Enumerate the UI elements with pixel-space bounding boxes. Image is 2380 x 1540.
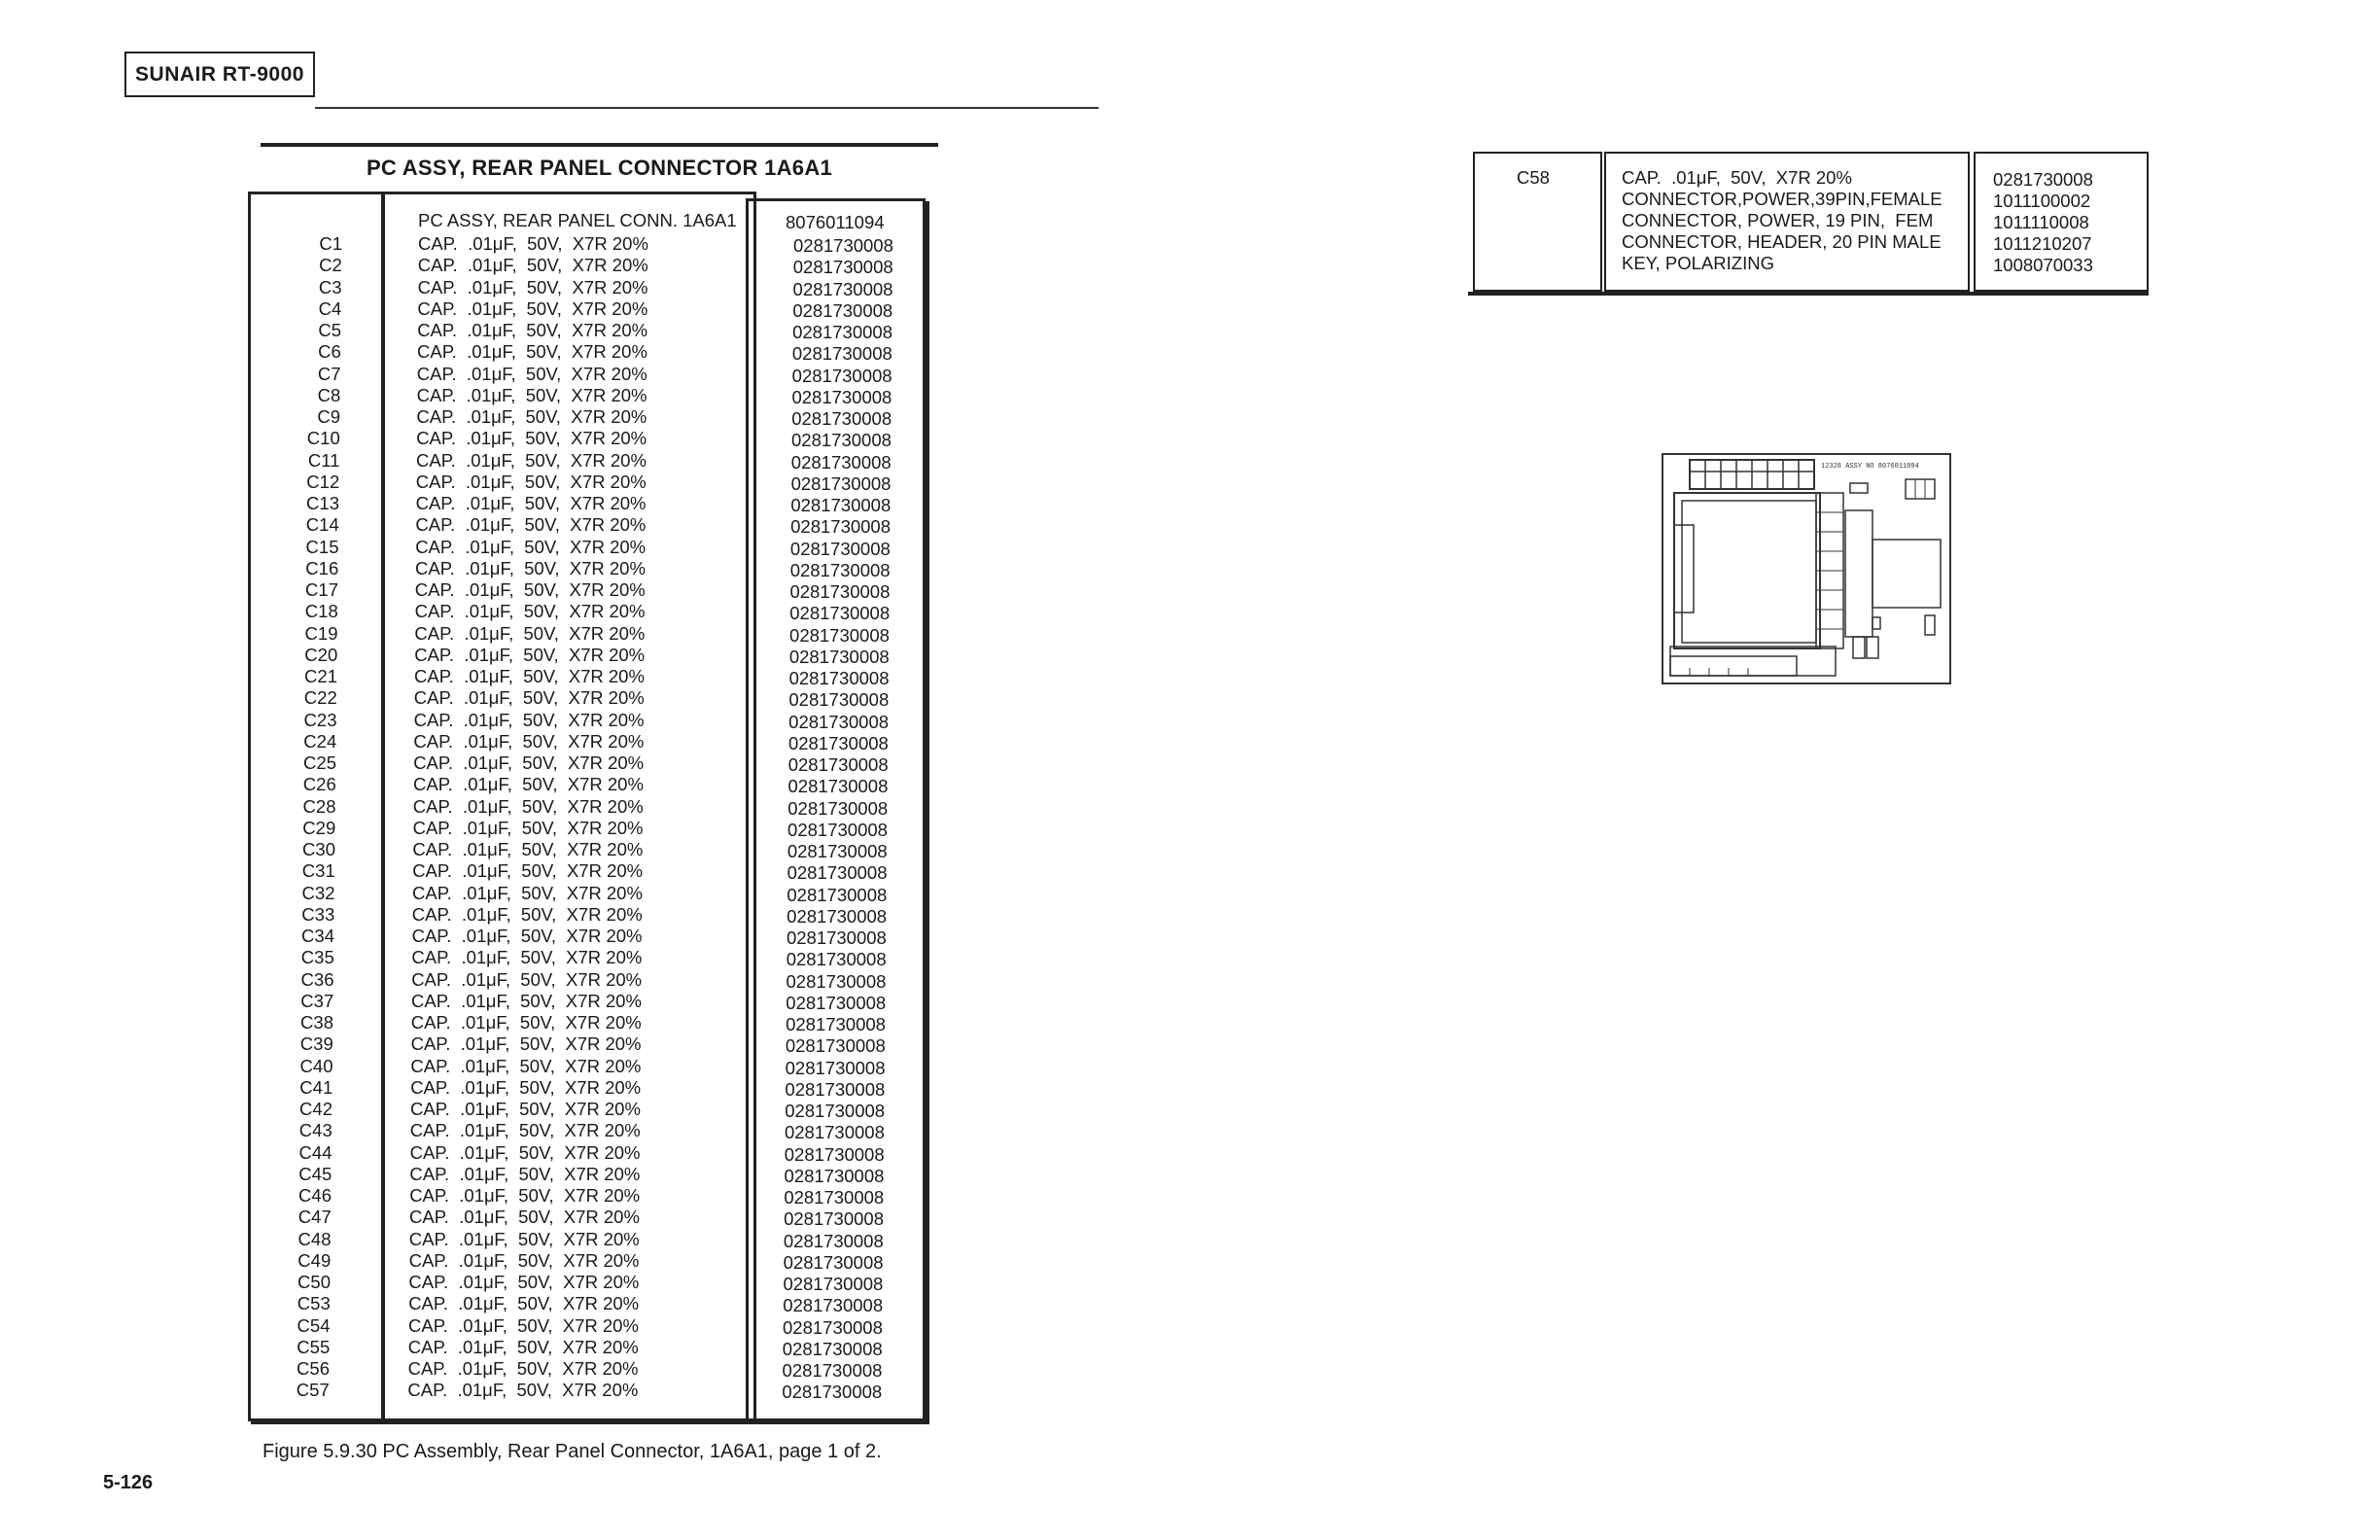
table-row-part-number: 0281730008 (787, 884, 888, 905)
table-row-part-number: 0281730008 (789, 581, 891, 602)
table-row-description: CAP. .01μF, 50V, X7R 20% (414, 666, 645, 686)
table-row-description: CAP. .01μF, 50V, X7R 20% (415, 471, 647, 492)
table-row-part-number: 0281730008 (790, 495, 892, 515)
table-row-part-number: 0281730008 (783, 1316, 883, 1338)
table-row-ref: C4 (318, 298, 342, 319)
table-row-part-number: 0281730008 (784, 1122, 885, 1143)
table-row-ref: C37 (300, 990, 334, 1011)
table-row-description: CAP. .01μF, 50V, X7R 20% (409, 1185, 641, 1206)
table-row-ref: C6 (318, 341, 341, 363)
table-row-description: CAP. .01μF, 50V, X7R 20% (416, 406, 648, 427)
table-row-ref: C18 (304, 601, 338, 622)
table-row-ref: C14 (305, 514, 339, 536)
table-row-description: CAP. .01μF, 50V, X7R 20% (414, 644, 646, 665)
table-row-description: CAP. .01μF, 50V, X7R 20% (416, 363, 648, 384)
table-row-part-number: 0281730008 (788, 711, 890, 732)
table-bottom-rule (251, 1419, 929, 1424)
table-row-ref: C12 (306, 471, 340, 492)
table-row-ref: C23 (303, 709, 337, 730)
table-row-ref: C2 (319, 255, 342, 276)
assembly-description: PC ASSY, REAR PANEL CONN. 1A6A1 (418, 210, 737, 230)
table-row-part-number: 0281730008 (791, 408, 892, 429)
figure-caption: Figure 5.9.30 PC Assembly, Rear Panel Connector, 1A6A1, page 1 of 2. (262, 1441, 882, 1462)
right-row-description: CONNECTOR, POWER, 19 PIN, FEM (1622, 210, 1934, 230)
table-row-description: CAP. .01μF, 50V, X7R 20% (412, 817, 644, 838)
table-row-description: CAP. .01μF, 50V, X7R 20% (415, 514, 647, 536)
table-row-description: CAP. .01μF, 50V, X7R 20% (417, 276, 648, 298)
right-reference: C58 (1517, 167, 1550, 188)
column-shadow (924, 201, 929, 1424)
table-row-part-number: 0281730008 (785, 1057, 886, 1078)
table-row-part-number: 0281730008 (787, 905, 888, 927)
table-row-part-number: 0281730008 (788, 776, 889, 797)
table-row-part-number: 0281730008 (787, 841, 888, 861)
table-row-description: CAP. .01μF, 50V, X7R 20% (416, 384, 648, 405)
table-row-description: CAP. .01μF, 50V, X7R 20% (408, 1293, 640, 1314)
table-row-description: CAP. .01μF, 50V, X7R 20% (417, 255, 648, 276)
table-row-ref: C29 (302, 817, 336, 838)
table-row-description: CAP. .01μF, 50V, X7R 20% (412, 882, 643, 903)
table-row-description: CAP. .01μF, 50V, X7R 20% (415, 536, 647, 557)
table-row-description: CAP. .01μF, 50V, X7R 20% (409, 1207, 640, 1228)
table-row-ref: C56 (297, 1358, 330, 1379)
table-row-ref: C39 (299, 1033, 333, 1055)
table-row-description: CAP. .01μF, 50V, X7R 20% (407, 1358, 639, 1379)
table-row-description: CAP. .01μF, 50V, X7R 20% (413, 687, 645, 709)
table-row-description: CAP. .01μF, 50V, X7R 20% (409, 1141, 641, 1163)
table-row-ref: C38 (300, 1012, 333, 1032)
table-row-description: CAP. .01μF, 50V, X7R 20% (408, 1314, 639, 1336)
table-row-description: CAP. .01μF, 50V, X7R 20% (410, 1099, 641, 1119)
table-row-description: CAP. .01μF, 50V, X7R 20% (411, 947, 643, 968)
table-row-ref: C55 (297, 1336, 331, 1357)
table-row-part-number: 0281730008 (786, 928, 887, 948)
table-row-ref: C11 (307, 449, 340, 471)
assembly-part-number: 8076011094 (786, 212, 885, 232)
table-row-part-number: 0281730008 (788, 668, 890, 688)
table-row-ref: C26 (302, 774, 336, 795)
table-row-ref: C47 (298, 1207, 332, 1228)
table-row-ref: C35 (300, 947, 334, 968)
table-row-part-number: 0281730008 (791, 386, 892, 407)
table-row-description: CAP. .01μF, 50V, X7R 20% (417, 341, 648, 363)
table-row-ref: C16 (305, 557, 339, 578)
header-title: SUNAIR RT-9000 (135, 62, 304, 86)
table-row-ref: C54 (297, 1314, 331, 1336)
table-row-ref: C25 (303, 752, 336, 773)
table-row-part-number: 0281730008 (788, 797, 889, 819)
table-row-part-number: 0281730008 (791, 365, 892, 386)
right-row-part-number: 1011100002 (1993, 191, 2091, 211)
board-silkscreen: 12328 ASSY NO 8076011094 (1821, 463, 1919, 471)
right-row-description: CONNECTOR,POWER,39PIN,FEMALE (1622, 189, 1942, 209)
table-row-part-number: 0281730008 (786, 970, 887, 992)
right-row-part-number: 1011110008 (1993, 212, 2089, 232)
table-row-description: CAP. .01μF, 50V, X7R 20% (418, 233, 648, 254)
table-row-ref: C9 (317, 406, 340, 427)
table-row-ref: C1 (319, 233, 342, 254)
table-row-description: CAP. .01μF, 50V, X7R 20% (414, 622, 646, 644)
table-row-part-number: 0281730008 (787, 862, 888, 884)
board-layout-diagram (1661, 452, 1952, 685)
table-row-ref: C22 (303, 687, 337, 709)
table-row-part-number: 0281730008 (784, 1187, 885, 1208)
table-row-part-number: 0281730008 (788, 819, 888, 840)
table-row-description: CAP. .01μF, 50V, X7R 20% (414, 601, 646, 622)
table-row-part-number: 0281730008 (788, 689, 890, 711)
right-table-bottom-rule (1468, 292, 2149, 296)
table-row-ref: C45 (298, 1163, 332, 1184)
table-row-ref: C53 (297, 1293, 331, 1314)
table-row-description: CAP. .01μF, 50V, X7R 20% (413, 730, 645, 752)
right-row-part-number: 1011210207 (1993, 233, 2092, 254)
table-row-description: CAP. .01μF, 50V, X7R 20% (408, 1228, 640, 1249)
table-row-description: CAP. .01μF, 50V, X7R 20% (411, 990, 642, 1011)
table-row-part-number: 0281730008 (790, 472, 892, 494)
table-row-ref: C43 (298, 1120, 332, 1141)
table-row-part-number: 0281730008 (790, 516, 892, 538)
table-row-description: CAP. .01μF, 50V, X7R 20% (411, 903, 643, 925)
page-number: 5-126 (103, 1472, 154, 1493)
right-row-description: CAP. .01μF, 50V, X7R 20% (1622, 167, 1852, 188)
table-row-part-number: 0281730008 (788, 754, 889, 775)
table-row-description: CAP. .01μF, 50V, X7R 20% (410, 1012, 642, 1032)
table-row-part-number: 0281730008 (789, 538, 891, 559)
table-row-ref: C57 (296, 1380, 330, 1401)
table-row-ref: C44 (298, 1141, 332, 1163)
table-row-ref: C3 (318, 276, 342, 298)
right-row-description: CONNECTOR, HEADER, 20 PIN MALE (1622, 231, 1942, 252)
table-row-description: CAP. .01μF, 50V, X7R 20% (414, 579, 646, 600)
table-row-part-number: 0281730008 (789, 624, 890, 646)
right-row-description: KEY, POLARIZING (1622, 253, 1774, 273)
table-top-rule (261, 143, 938, 147)
table-row-part-number: 0281730008 (788, 646, 890, 667)
table-row-part-number: 0281730008 (789, 559, 891, 580)
table-row-description: CAP. .01μF, 50V, X7R 20% (413, 709, 645, 730)
table-row-ref: C30 (302, 839, 335, 859)
table-row-part-number: 0281730008 (792, 299, 893, 321)
table-row-description: CAP. .01μF, 50V, X7R 20% (412, 795, 644, 817)
table-row-ref: C19 (304, 622, 338, 644)
table-row-ref: C50 (298, 1272, 331, 1292)
table-row-ref: C28 (302, 795, 336, 817)
header-rule (315, 107, 1099, 109)
table-row-description: CAP. .01μF, 50V, X7R 20% (407, 1336, 639, 1357)
table-row-part-number: 0281730008 (785, 1035, 886, 1057)
table-row-description: CAP. .01μF, 50V, X7R 20% (417, 320, 648, 340)
table-row-part-number: 0281730008 (783, 1274, 884, 1294)
table-row-description: CAP. .01μF, 50V, X7R 20% (409, 1163, 641, 1184)
table-row-description: CAP. .01μF, 50V, X7R 20% (417, 298, 648, 319)
table-row-part-number: 0281730008 (789, 603, 891, 624)
table-row-ref: C21 (304, 666, 337, 686)
table-row-part-number: 0281730008 (783, 1251, 884, 1273)
table-row-description: CAP. .01μF, 50V, X7R 20% (410, 1076, 642, 1098)
table-row-part-number: 0281730008 (782, 1382, 883, 1403)
table-row-part-number: 0281730008 (792, 257, 893, 278)
table-row-part-number: 0281730008 (782, 1338, 883, 1359)
table-row-description: CAP. .01μF, 50V, X7R 20% (413, 774, 644, 795)
table-row-part-number: 0281730008 (784, 1143, 885, 1165)
table-row-part-number: 0281730008 (786, 1014, 886, 1034)
table-row-part-number: 0281730008 (784, 1165, 885, 1186)
table-title: PC ASSY, REAR PANEL CONNECTOR 1A6A1 (366, 156, 833, 180)
table-row-description: CAP. .01μF, 50V, X7R 20% (415, 493, 647, 513)
table-row-description: CAP. .01μF, 50V, X7R 20% (410, 1055, 642, 1076)
table-row-ref: C34 (301, 926, 334, 946)
table-row-description: CAP. .01μF, 50V, X7R 20% (412, 839, 644, 859)
table-row-description: CAP. .01μF, 50V, X7R 20% (415, 557, 646, 578)
table-row-ref: C49 (298, 1249, 332, 1271)
table-row-ref: C20 (304, 644, 338, 665)
table-row-description: CAP. .01μF, 50V, X7R 20% (407, 1380, 639, 1401)
table-row-ref: C5 (318, 320, 341, 340)
table-row-ref: C7 (317, 363, 341, 384)
table-row-description: CAP. .01μF, 50V, X7R 20% (413, 752, 645, 773)
table-row-part-number: 0281730008 (793, 235, 893, 256)
table-row-ref: C8 (317, 384, 341, 405)
table-row-ref: C41 (299, 1076, 333, 1098)
table-row-ref: C32 (301, 882, 335, 903)
table-row-ref: C48 (298, 1228, 332, 1249)
table-row-part-number: 0281730008 (791, 430, 892, 451)
table-row-ref: C15 (305, 536, 339, 557)
table-row-ref: C17 (305, 579, 338, 600)
table-row-ref: C31 (301, 860, 335, 882)
table-row-part-number: 0281730008 (792, 322, 892, 342)
right-row-part-number: 0281730008 (1993, 169, 2093, 190)
right-row-part-number: 1008070033 (1993, 255, 2093, 275)
header-title-box (124, 52, 315, 97)
table-row-description: CAP. .01μF, 50V, X7R 20% (409, 1120, 641, 1141)
table-row-description: CAP. .01μF, 50V, X7R 20% (408, 1249, 640, 1271)
table-row-ref: C46 (298, 1185, 332, 1206)
table-row-description: CAP. .01μF, 50V, X7R 20% (412, 860, 644, 882)
table-row-description: CAP. .01μF, 50V, X7R 20% (411, 926, 643, 946)
table-row-part-number: 0281730008 (783, 1295, 884, 1316)
table-row-part-number: 0281730008 (786, 949, 887, 970)
table-row-description: CAP. .01μF, 50V, X7R 20% (410, 1033, 642, 1055)
table-row-part-number: 0281730008 (784, 1208, 884, 1230)
table-row-part-number: 0281730008 (783, 1230, 884, 1251)
table-row-description: CAP. .01μF, 50V, X7R 20% (416, 428, 648, 449)
table-row-part-number: 0281730008 (788, 732, 889, 753)
table-row-ref: C40 (299, 1055, 333, 1076)
table-row-description: CAP. .01μF, 50V, X7R 20% (416, 449, 647, 471)
table-row-ref: C13 (306, 493, 339, 513)
table-row-part-number: 0281730008 (792, 278, 893, 299)
table-row-part-number: 0281730008 (791, 343, 892, 365)
table-row-ref: C24 (303, 730, 337, 752)
table-row-ref: C33 (301, 903, 335, 925)
table-row-part-number: 0281730008 (790, 451, 892, 472)
table-row-part-number: 0281730008 (782, 1360, 883, 1381)
table-row-ref: C36 (300, 968, 334, 990)
table-row-ref: C42 (299, 1099, 332, 1119)
table-row-ref: C10 (306, 428, 340, 449)
table-row-part-number: 0281730008 (785, 1078, 886, 1100)
table-row-description: CAP. .01μF, 50V, X7R 20% (408, 1272, 640, 1292)
table-row-description: CAP. .01μF, 50V, X7R 20% (411, 968, 643, 990)
table-row-part-number: 0281730008 (786, 992, 887, 1013)
table-row-part-number: 0281730008 (785, 1101, 886, 1121)
